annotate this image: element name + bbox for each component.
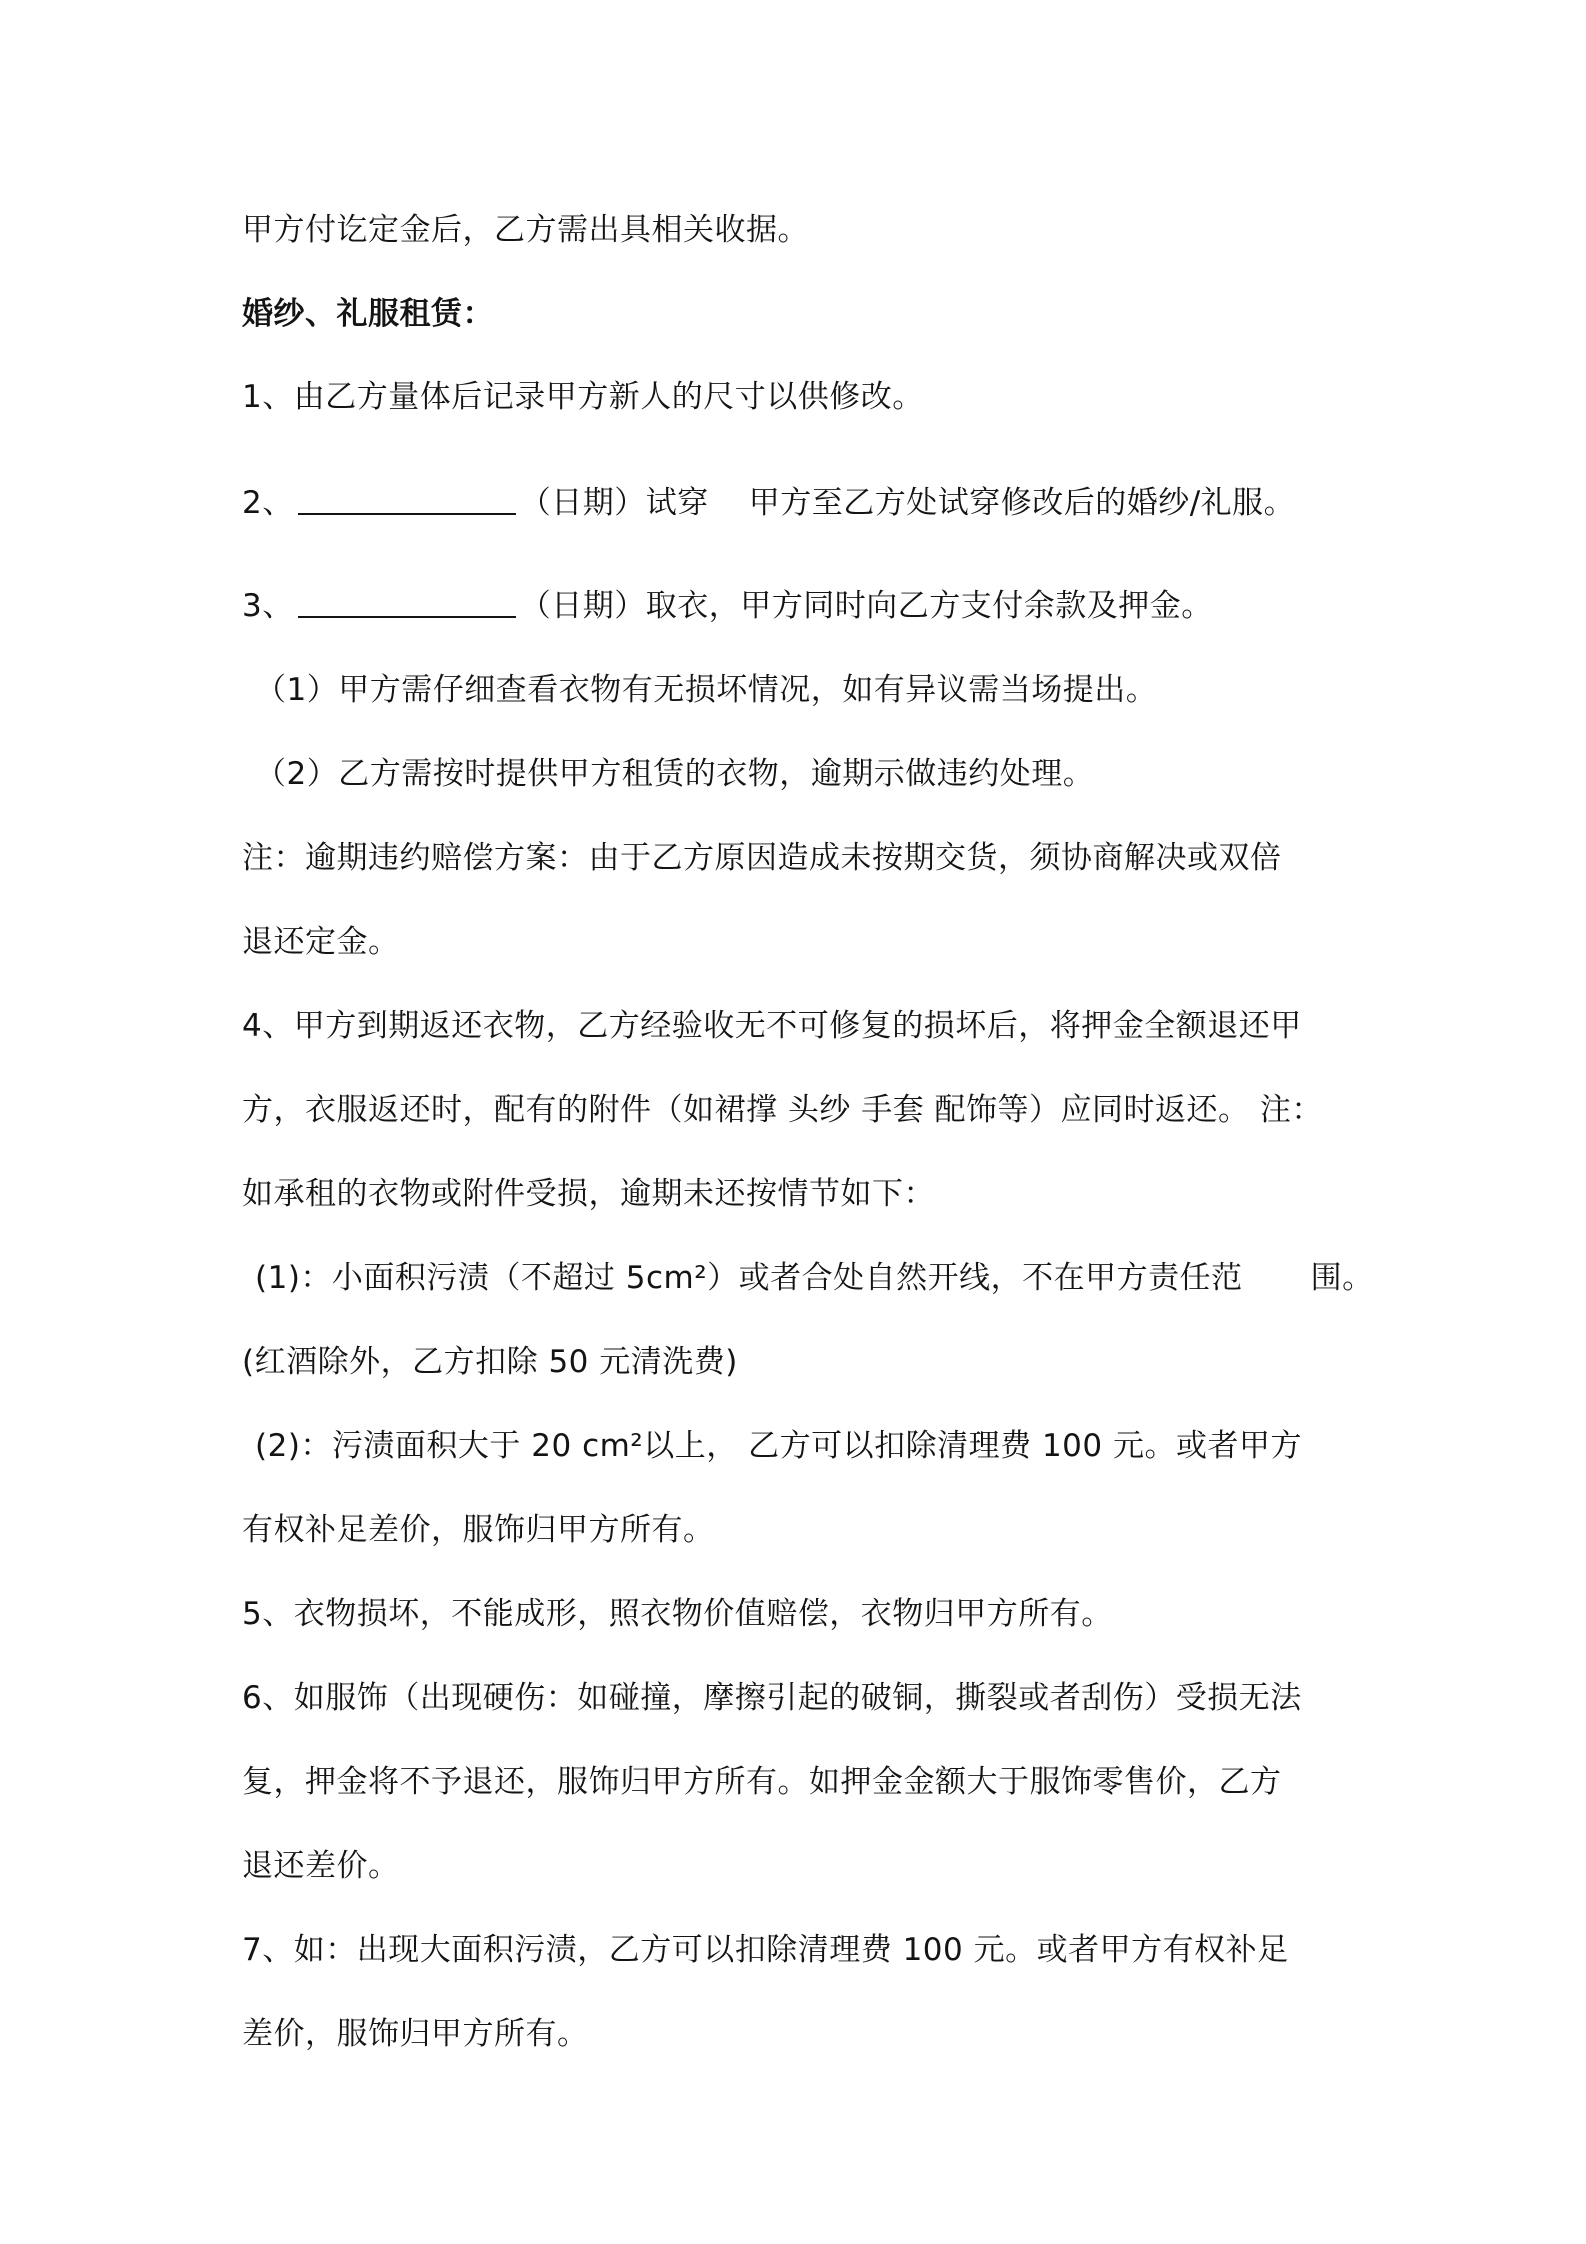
section-heading-rental: 婚纱、礼服租赁： xyxy=(242,296,494,332)
note-overdue-line-1: 注：逾期违约赔偿方案：由于乙方原因造成未按期交货，须协商解决或双倍 xyxy=(242,840,1282,876)
fitting-date-blank xyxy=(294,483,520,523)
clause-2 xyxy=(242,483,1352,523)
clause-2-text: 甲方至乙方处试穿修改后的婚纱/礼服。 xyxy=(748,485,1296,521)
clause-6-line-1: 6、如服饰（出现硬伤：如碰撞，摩擦引起的破铜，撕裂或者刮伤）受损无法 xyxy=(242,1680,1302,1716)
clause-2-number: 2、 xyxy=(242,485,294,521)
clause-4-line-1: 4、甲方到期返还衣物，乙方经验收无不可修复的损坏后，将押金全额退还甲 xyxy=(242,1008,1302,1044)
clause-7-line-2: 差价，服饰归甲方所有。 xyxy=(242,2016,589,2052)
clause-3-sub-1: （1）甲方需仔细查看衣物有无损坏情况，如有异议需当场提出。 xyxy=(255,672,1158,708)
clause-3-text: （日期）取衣，甲方同时向乙方支付余款及押金。 xyxy=(519,588,1213,624)
clause-1: 1、由乙方量体后记录甲方新人的尺寸以供修改。 xyxy=(242,379,924,415)
clause-6-line-2: 复，押金将不予退还，服饰归甲方所有。如押金金额大于服饰零售价，乙方 xyxy=(242,1764,1282,1800)
paragraph-deposit-receipt: 甲方付讫定金后，乙方需出具相关收据。 xyxy=(242,212,809,248)
pickup-date-blank xyxy=(294,586,520,626)
clause-4-sub-2-line-2: 有权补足差价，服饰归甲方所有。 xyxy=(242,1512,715,1548)
clause-4-sub-1-line-1 xyxy=(255,1258,1374,1298)
clause-2-date-label: （日期）试穿 xyxy=(519,485,709,521)
note-overdue-line-2: 退还定金。 xyxy=(242,924,400,960)
clause-6-line-3: 退还差价。 xyxy=(242,1848,400,1884)
clause-4-line-2: 方，衣服返还时，配有的附件（如裙撑 头纱 手套 配饰等）应同时返还。 注： xyxy=(242,1092,1323,1128)
clause-5: 5、衣物损坏，不能成形，照衣物价值赔偿，衣物归甲方所有。 xyxy=(242,1596,1113,1632)
clause-4-sub-1-text: (1)：小面积污渍（不超过 5cm²）或者合处自然开线，不在甲方责任范 xyxy=(255,1260,1243,1296)
clause-3-sub-2: （2）乙方需按时提供甲方租赁的衣物，逾期示做违约处理。 xyxy=(255,756,1095,792)
clause-4-line-3: 如承租的衣物或附件受损，逾期未还按情节如下： xyxy=(242,1176,935,1212)
clause-3 xyxy=(242,586,1352,626)
clause-4-sub-2-line-1: (2)：污渍面积大于 20 cm²以上， 乙方可以扣除清理费 100 元。或者甲方 xyxy=(255,1428,1302,1464)
clause-3-number: 3、 xyxy=(242,588,294,624)
clause-4-sub-1-line-2: (红酒除外，乙方扣除 50 元清洗费) xyxy=(242,1344,738,1380)
clause-7-line-1: 7、如：出现大面积污渍，乙方可以扣除清理费 100 元。或者甲方有权补足 xyxy=(242,1932,1289,1968)
clause-4-sub-1-end: 围。 xyxy=(1310,1260,1374,1296)
